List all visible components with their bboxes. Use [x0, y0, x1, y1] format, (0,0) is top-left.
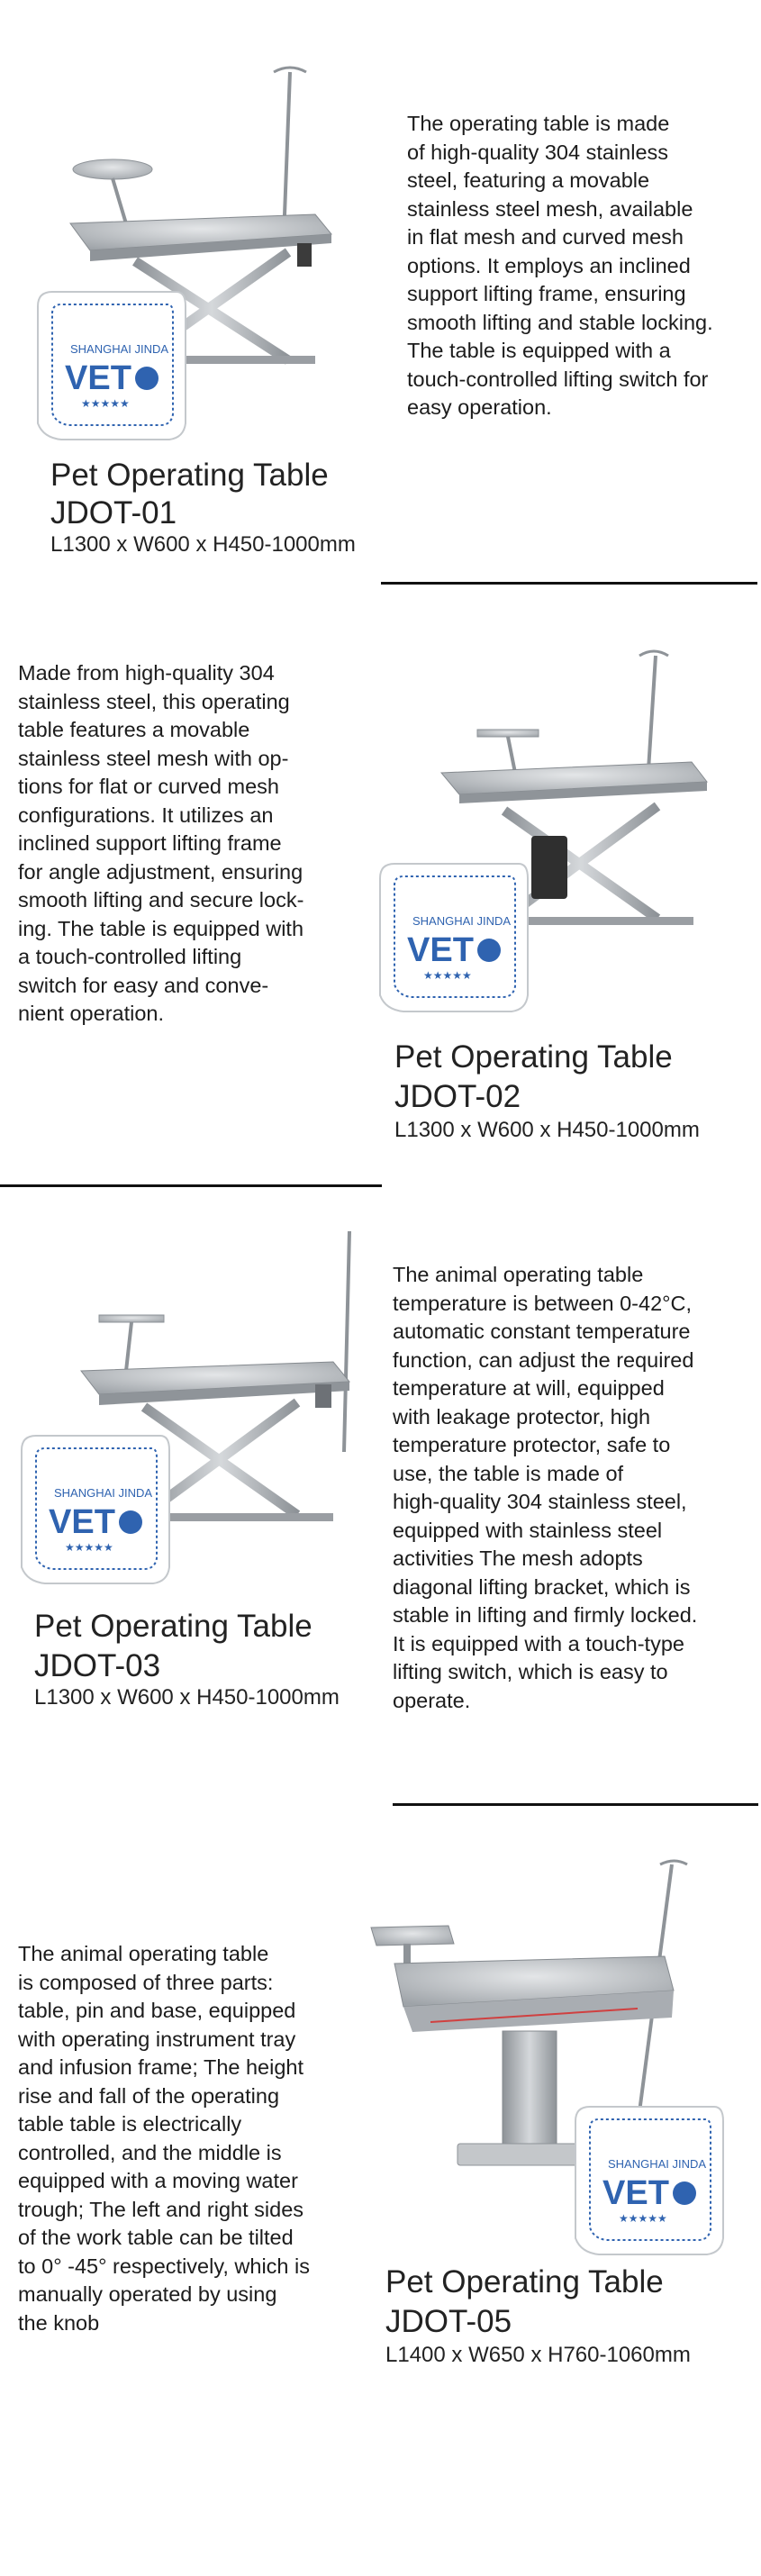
product-model-jdot-03: JDOT-03	[34, 1648, 161, 1683]
product-description-jdot-01: The operating table is made of high-quality 304 stainless steel, featuring a movable stainless steel mesh, available in flat mesh and curved mesh options. It employs an inclined support lifting frame, ensuring smooth lifting and stable locking. The table is equipped with a touch-controlled lifting switch for easy operation.	[407, 112, 713, 419]
section-divider	[393, 1803, 758, 1806]
seal-text-top: SHANGHAI JINDA	[70, 342, 169, 356]
product-name-jdot-05: Pet Operating Table	[385, 2264, 664, 2299]
section-divider	[0, 1184, 382, 1187]
seal-stars: ★★★★★	[619, 2212, 667, 2225]
product-model-jdot-01: JDOT-01	[50, 495, 177, 531]
seal-text-vet: VET	[65, 359, 131, 397]
brand-seal	[9, 1423, 180, 1594]
seal-text-top: SHANGHAI JINDA	[412, 914, 512, 928]
section-divider	[381, 582, 757, 585]
product-description-jdot-02: Made from high-quality 304 stainless steel, this operating table features a movable stainless steel mesh with op- tions for flat or curved mesh configurations. It utilizes an inclined support lifting frame for angle adjustment, ensuring smooth lifting and secure lock- ing. The table is equipped with a touch-controlled lifting switch for easy and conve- nient operation.	[18, 661, 304, 1025]
seal-text-top: SHANGHAI JINDA	[54, 1486, 153, 1500]
product-name-jdot-03: Pet Operating Table	[34, 1609, 313, 1644]
product-name-jdot-02: Pet Operating Table	[394, 1039, 673, 1075]
product-description-jdot-03: The animal operating table temperature is between 0-42°C, automatic constant temperature function, can adjust the required temperature at will, equipped with leakage protector, high temperature protector, safe to use, the table is made of high-quality 304 stainless steel, equipped with stainless steel activities The mesh adopts diagonal lifting bracket, which is stable in lifting and firmly locked. It is equipped with a touch-type lifting switch, which is easy to operate.	[393, 1263, 698, 1712]
product-description-jdot-05: The animal operating table is composed of three parts: table, pin and base, equipped with operating instrument tray and infusion frame; The height rise and fall of the operating table table is electrically controlled, and the middle is equipped with a moving water trough; The left and right sides of the work table can be tilted to 0° -45° respectively, which is manually operated by using the knob	[18, 1942, 310, 2335]
product-name-jdot-01: Pet Operating Table	[50, 458, 329, 493]
seal-stars: ★★★★★	[81, 397, 130, 410]
product-dimensions-jdot-02: L1300 x W600 x H450-1000mm	[394, 1118, 700, 1142]
product-dimensions-jdot-03: L1300 x W600 x H450-1000mm	[34, 1685, 340, 1710]
brand-seal	[367, 851, 539, 1022]
seal-stars: ★★★★★	[65, 1541, 113, 1554]
seal-text-vet: VET	[49, 1503, 115, 1541]
seal-stars: ★★★★★	[423, 969, 472, 982]
product-dimensions-jdot-05: L1400 x W650 x H760-1060mm	[385, 2343, 691, 2367]
seal-text-vet: VET	[602, 2174, 669, 2212]
brand-seal	[563, 2094, 734, 2265]
seal-text-top: SHANGHAI JINDA	[608, 2157, 707, 2171]
product-dimensions-jdot-01: L1300 x W600 x H450-1000mm	[50, 532, 356, 557]
seal-text-vet: VET	[407, 931, 474, 969]
product-model-jdot-02: JDOT-02	[394, 1079, 521, 1114]
product-model-jdot-05: JDOT-05	[385, 2304, 512, 2339]
brand-seal	[25, 279, 196, 450]
